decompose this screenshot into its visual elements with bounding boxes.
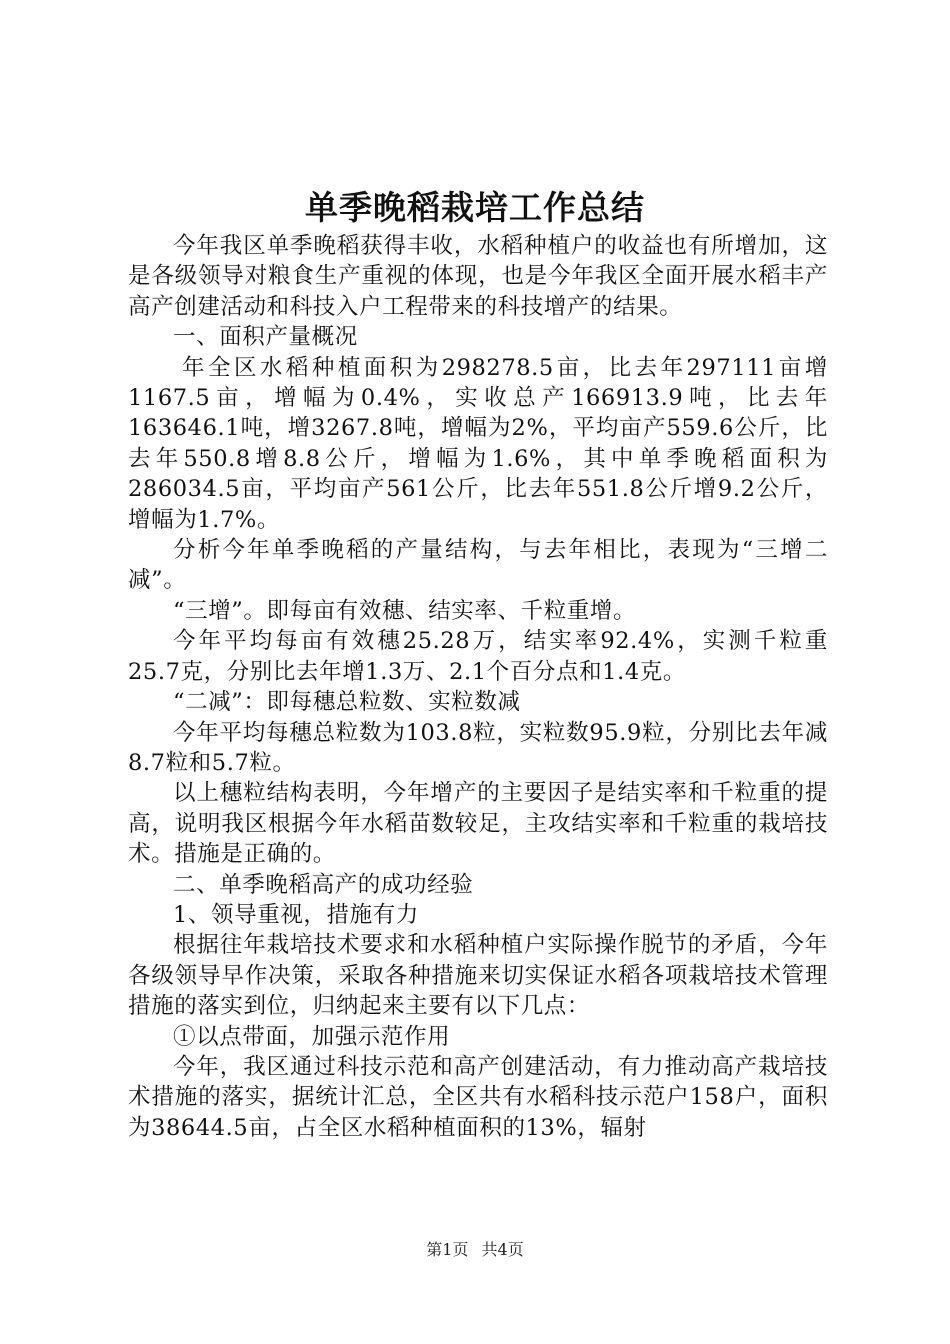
paragraph-leadership: 根据往年栽培技术要求和水稻种植户实际操作脱节的矛盾，今年各级领导早作决策，采取各种措施来切实保证水稻各项栽培技术管理措施的落实到位，归纳起来主要有以下几点： [128,932,828,1020]
document-title: 单季晚稻栽培工作总结 [305,188,645,227]
page-total: 共4页 [481,1240,524,1259]
paragraph-increase-detail: 今年平均每亩有效穗25.28万，结实率92.4%，实测千粒重25.7克，分别比去年增1.3万、2.1个百分点和1.4克。 [128,628,828,685]
section-heading-2: 二、单季晚稻高产的成功经验 [173,871,474,898]
paragraph-demonstration: 今年，我区通过科技示范和高产创建活动，有力推动高产栽培技术措施的落实，据统计汇总，全区共有水稻科技示范户158户，面积为38644.5亩，占全区水稻种植面积的13%，辐射 [128,1053,828,1141]
paragraph-three-increase: “三增”。即每亩有效穗、结实率、千粒重增。 [173,597,637,624]
paragraph-intro: 今年我区单季晚稻获得丰收，水稻种植户的收益也有所增加，这是各级领导对粮食生产重视的体现，也是今年我区全面开展水稻丰产高产创建活动和科技入户工程带来的科技增产的结果。 [128,233,828,320]
paragraph-structure-analysis: 分析今年单季晚稻的产量结构，与去年相比，表现为“三增二减”。 [128,537,828,594]
section-heading-1: 一、面积产量概况 [173,324,358,351]
subsection-heading-1: 1、领导重视，措施有力 [173,901,419,928]
subsection-item-1: ①以点带面，加强示范作用 [173,1023,451,1050]
paragraph-two-decrease: “二减”：即每穗总粒数、实粒数减 [173,689,521,716]
paragraph-area-output: 年全区水稻种植面积为298278.5亩，比去年297111亩增1167.5亩，增幅为0.4%，实收总产166913.9吨，比去年163646.1吨，增3267.8吨，增幅为2%，平均亩产559.6公斤，比去年550.8增8.8公斤，增幅为1.6%，其中单季晚稻面积为286034.5亩，平均亩产561公斤，比去年551.8公斤增9.2公斤，增幅为1.7%。 [128,354,828,533]
document-body [128,231,828,1143]
paragraph-decrease-detail: 今年平均每穗总粒数为103.8粒，实粒数95.9粒，分别比去年减8.7粒和5.7粒。 [128,719,828,776]
paragraph-structure-conclusion: 以上穗粒结构表明，今年增产的主要因子是结实率和千粒重的提高，说明我区根据今年水稻苗数较足，主攻结实率和千粒重的栽培技术。措施是正确的。 [128,780,828,868]
page-footer [0,1238,950,1262]
page-number: 第1页 [426,1240,469,1259]
